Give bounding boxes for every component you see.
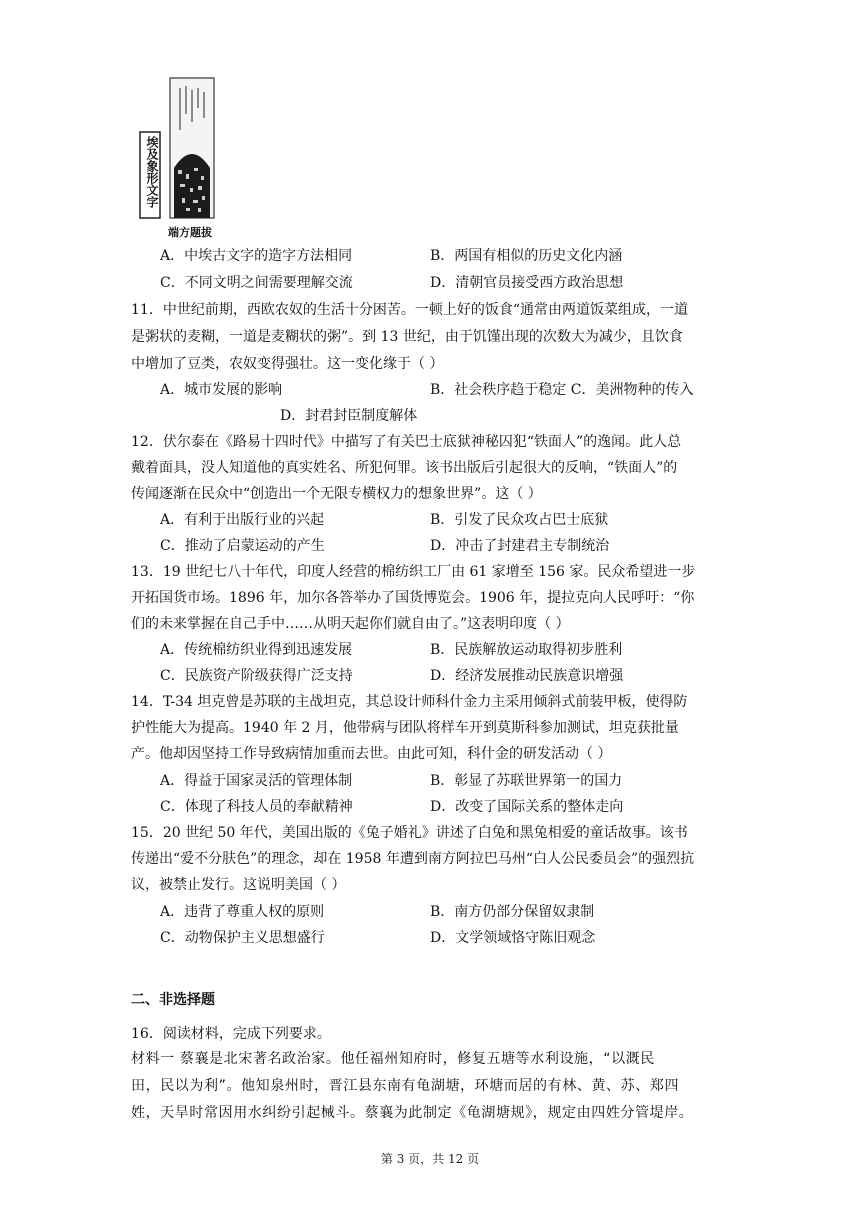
q14-option-d[interactable]: D．改变了国际关系的整体走向	[430, 799, 624, 815]
q11-stem-line-2: 是粥状的麦糊，一道是麦糊状的粥”。到 13 世纪，由于饥馑出现的次数大为减少，且饮食	[131, 329, 683, 345]
q10-option-a[interactable]: A．中埃古文字的造字方法相同	[160, 248, 353, 264]
q12-option-a[interactable]: A．有利于出版行业的兴起	[160, 512, 325, 528]
q14-stem-line-1: 14．T-34 坦克曾是苏联的主战坦克，其总设计师科什金力主采用倾斜式前装甲板，使得防	[131, 694, 688, 710]
q15-stem-line-2: 传递出“爱不分肤色”的理念，却在 1958 年遭到南方阿拉巴马州“白人公民委员会”的强烈抗	[131, 851, 695, 867]
q13-option-b[interactable]: B．民族解放运动取得初步胜利	[430, 642, 623, 658]
q14-stem-line-2: 护性能大为提高。1940 年 2 月，他带病与团队将样车开到莫斯科参加测试，坦克获批量	[131, 720, 679, 736]
q13-option-d[interactable]: D．经济发展推动民族意识增强	[430, 668, 624, 684]
q15-option-b[interactable]: B．南方仍部分保留奴隶制	[430, 904, 595, 920]
q11-option-a[interactable]: A．城市发展的影响	[160, 382, 283, 398]
q15-option-d[interactable]: D．文学领域恪守陈旧观念	[430, 930, 596, 946]
q14-stem-line-3: 产。他却因坚持工作导致病情加重而去世。由此可知，科什金的研发活动（ ）	[131, 746, 612, 762]
q13-stem-line-3: 们的未来掌握在自己手中……从明天起你们就自由了。”这表明印度（ ）	[131, 616, 570, 632]
q13-stem-line-1: 13．19 世纪七八十年代，印度人经营的棉纺织工厂由 61 家增至 156 家。民众希望进一步	[131, 564, 696, 580]
q14-option-a[interactable]: A．得益于国家灵活的管理体制	[160, 773, 353, 789]
q12-stem-line-2: 戴着面具，没人知道他的真实姓名、所犯何罪。该书出版后引起很大的反响，“铁面人”的	[131, 460, 678, 476]
q10-option-c[interactable]: C．不同文明之间需要理解交流	[160, 275, 353, 291]
q12-stem-line-3: 传闻逐渐在民众中“创造出一个无限专横权力的想象世界”。这（ ）	[131, 486, 542, 502]
q10-option-d[interactable]: D．清朝官员接受西方政治思想	[430, 275, 624, 291]
q12-option-c[interactable]: C．推动了启蒙运动的产生	[160, 538, 325, 554]
q11-stem-line-1: 11．中世纪前期，西欧农奴的生活十分困苦。一顿上好的饭食“通常由两道饭菜组成，一道	[131, 302, 688, 318]
q15-option-a[interactable]: A．违背了尊重人权的原则	[160, 904, 325, 920]
q11-stem-line-3: 中增加了豆类，农奴变得强壮。这一变化缘于（ ）	[131, 356, 444, 372]
q11-option-bc[interactable]: B．社会秩序趋于稳定 C．美洲物种的传入	[430, 382, 694, 398]
q13-option-a[interactable]: A．传统棉纺织业得到迅速发展	[160, 642, 353, 658]
q15-stem-line-1: 15．20 世纪 50 年代，美国出版的《兔子婚礼》讲述了白兔和黑兔相爱的童话故事。该书	[131, 825, 688, 841]
q11-option-d[interactable]: D．封君封臣制度解体	[280, 408, 418, 424]
q15-option-c[interactable]: C．动物保护主义思想盛行	[160, 930, 325, 946]
page-number: 第 3 页，共 12 页	[380, 1152, 480, 1166]
q13-option-c[interactable]: C．民族资产阶级获得广泛支持	[160, 668, 353, 684]
q16-intro: 16．阅读材料，完成下列要求。	[131, 1026, 331, 1042]
q16-material-line-2: 田，民以为利”。他知泉州时，晋江县东南有龟湖塘，环塘而居的有林、黄、苏、郑四	[131, 1078, 680, 1094]
q14-option-c[interactable]: C．体现了科技人员的奉献精神	[160, 799, 353, 815]
q16-material-line-3: 姓，天旱时常因用水纠纷引起械斗。蔡襄为此制定《龟湖塘规》，规定由四姓分管堤岸。	[131, 1105, 694, 1121]
q10-option-b[interactable]: B．两国有相似的历史文化内涵	[430, 248, 623, 264]
figure-caption: 端方题拔	[168, 226, 212, 239]
q12-stem-line-1: 12．伏尔泰在《路易十四时代》中描写了有关巴士底狱神秘囚犯“铁面人”的逸闻。此人总	[131, 434, 682, 450]
q15-stem-line-3: 议，被禁止发行。这说明美国（ ）	[131, 877, 346, 893]
q14-option-b[interactable]: B．彰显了苏联世界第一的国力	[430, 773, 623, 789]
q12-option-b[interactable]: B．引发了民众攻占巴士底狱	[430, 512, 609, 528]
section-heading: 二、非选择题	[131, 992, 215, 1008]
stele-side-label: 埃及象形文字	[145, 136, 159, 208]
q16-material-line-1: 材料一 蔡襄是北宋著名政治家。他任福州知府时，修复五塘等水利设施，“以溉民	[131, 1051, 655, 1067]
q12-option-d[interactable]: D．冲击了封建君主专制统治	[430, 538, 610, 554]
q13-stem-line-2: 开拓国货市场。1896 年，加尔各答举办了国货博览会。1906 年，提拉克向人民呼吁：“你	[131, 590, 695, 606]
